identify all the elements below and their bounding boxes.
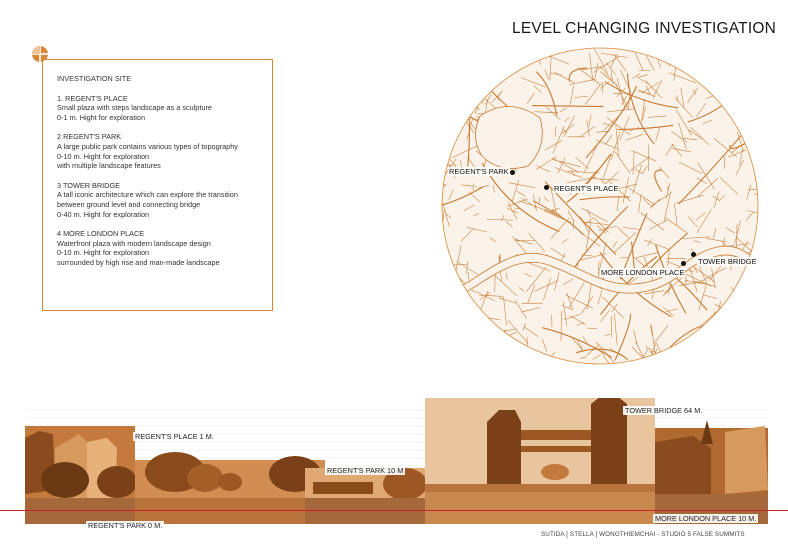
site-entry bbox=[57, 132, 272, 170]
author-credit: SUTIDA [ STELLA ] WONGTHIEMCHAI - STUDIO 5 FALSE SUMMITS bbox=[541, 531, 745, 538]
investigation-site-panel bbox=[42, 59, 273, 311]
elevation-label-more-london: MORE LONDON PLACE 10 M. bbox=[655, 514, 757, 523]
tower-bridge-marker bbox=[691, 252, 696, 257]
regents-park-marker bbox=[510, 170, 515, 175]
site-name: 1. REGENT'S PLACE bbox=[57, 93, 128, 103]
more-london-marker bbox=[681, 261, 686, 266]
site-description: A large public park contains various types of topography bbox=[57, 141, 238, 151]
london-street-map bbox=[440, 46, 760, 366]
elevation-label-regents-place: REGENT'S PLACE 1 M. bbox=[135, 432, 214, 441]
site-name: 4 MORE LONDON PLACE bbox=[57, 229, 145, 239]
site-description: between ground level and connecting bridge bbox=[57, 199, 201, 209]
elevation-collage bbox=[25, 398, 768, 524]
regents-park-area bbox=[475, 106, 542, 168]
site-description: 0-1 m. Hight for exploration bbox=[57, 112, 146, 122]
page-title: LEVEL CHANGING INVESTIGATION bbox=[512, 20, 776, 37]
panel-heading: INVESTIGATION SITE bbox=[57, 74, 132, 83]
site-entry bbox=[57, 181, 272, 219]
elevation-label-tower-bridge: TOWER BRIDGE 64 M. bbox=[625, 406, 703, 415]
site-entry bbox=[57, 94, 272, 123]
site-description: 0-40 m. Hight for exploration bbox=[57, 209, 150, 219]
regents-place-marker bbox=[544, 185, 549, 190]
site-entry bbox=[57, 229, 272, 267]
elevation-label-regents-park-0: REGENT'S PARK 0 M. bbox=[88, 521, 163, 530]
site-description: Small plaza with steps landscape as a sculpture bbox=[57, 103, 212, 113]
map-label-regents-park: REGENT'S PARK bbox=[449, 167, 509, 176]
elevation-label-regents-park-10: REGENT'S PARK 10 M bbox=[327, 466, 404, 475]
site-description: surrounded by high rise and man-made landscape bbox=[57, 257, 220, 267]
map-label-regents-place: REGENT'S PLACE bbox=[554, 184, 619, 193]
site-description: with multiple landscape features bbox=[57, 161, 161, 171]
map-label-more-london: MORE LONDON PLACE bbox=[601, 268, 685, 277]
map-label-tower-bridge: TOWER BRIDGE bbox=[698, 257, 757, 266]
site-description: 0-10 m. Hight for exploration bbox=[57, 248, 150, 258]
site-description: A tall iconic architecture which can explore the transition bbox=[57, 190, 238, 200]
site-description: Waterfront plaza with modern landscape design bbox=[57, 238, 211, 248]
site-name: 2 REGENT'S PARK bbox=[57, 132, 122, 142]
site-description: 0-10 m. Hight for exploration bbox=[57, 151, 150, 161]
baseline-rule bbox=[0, 510, 788, 511]
site-name: 3 TOWER BRIDGE bbox=[57, 180, 120, 190]
